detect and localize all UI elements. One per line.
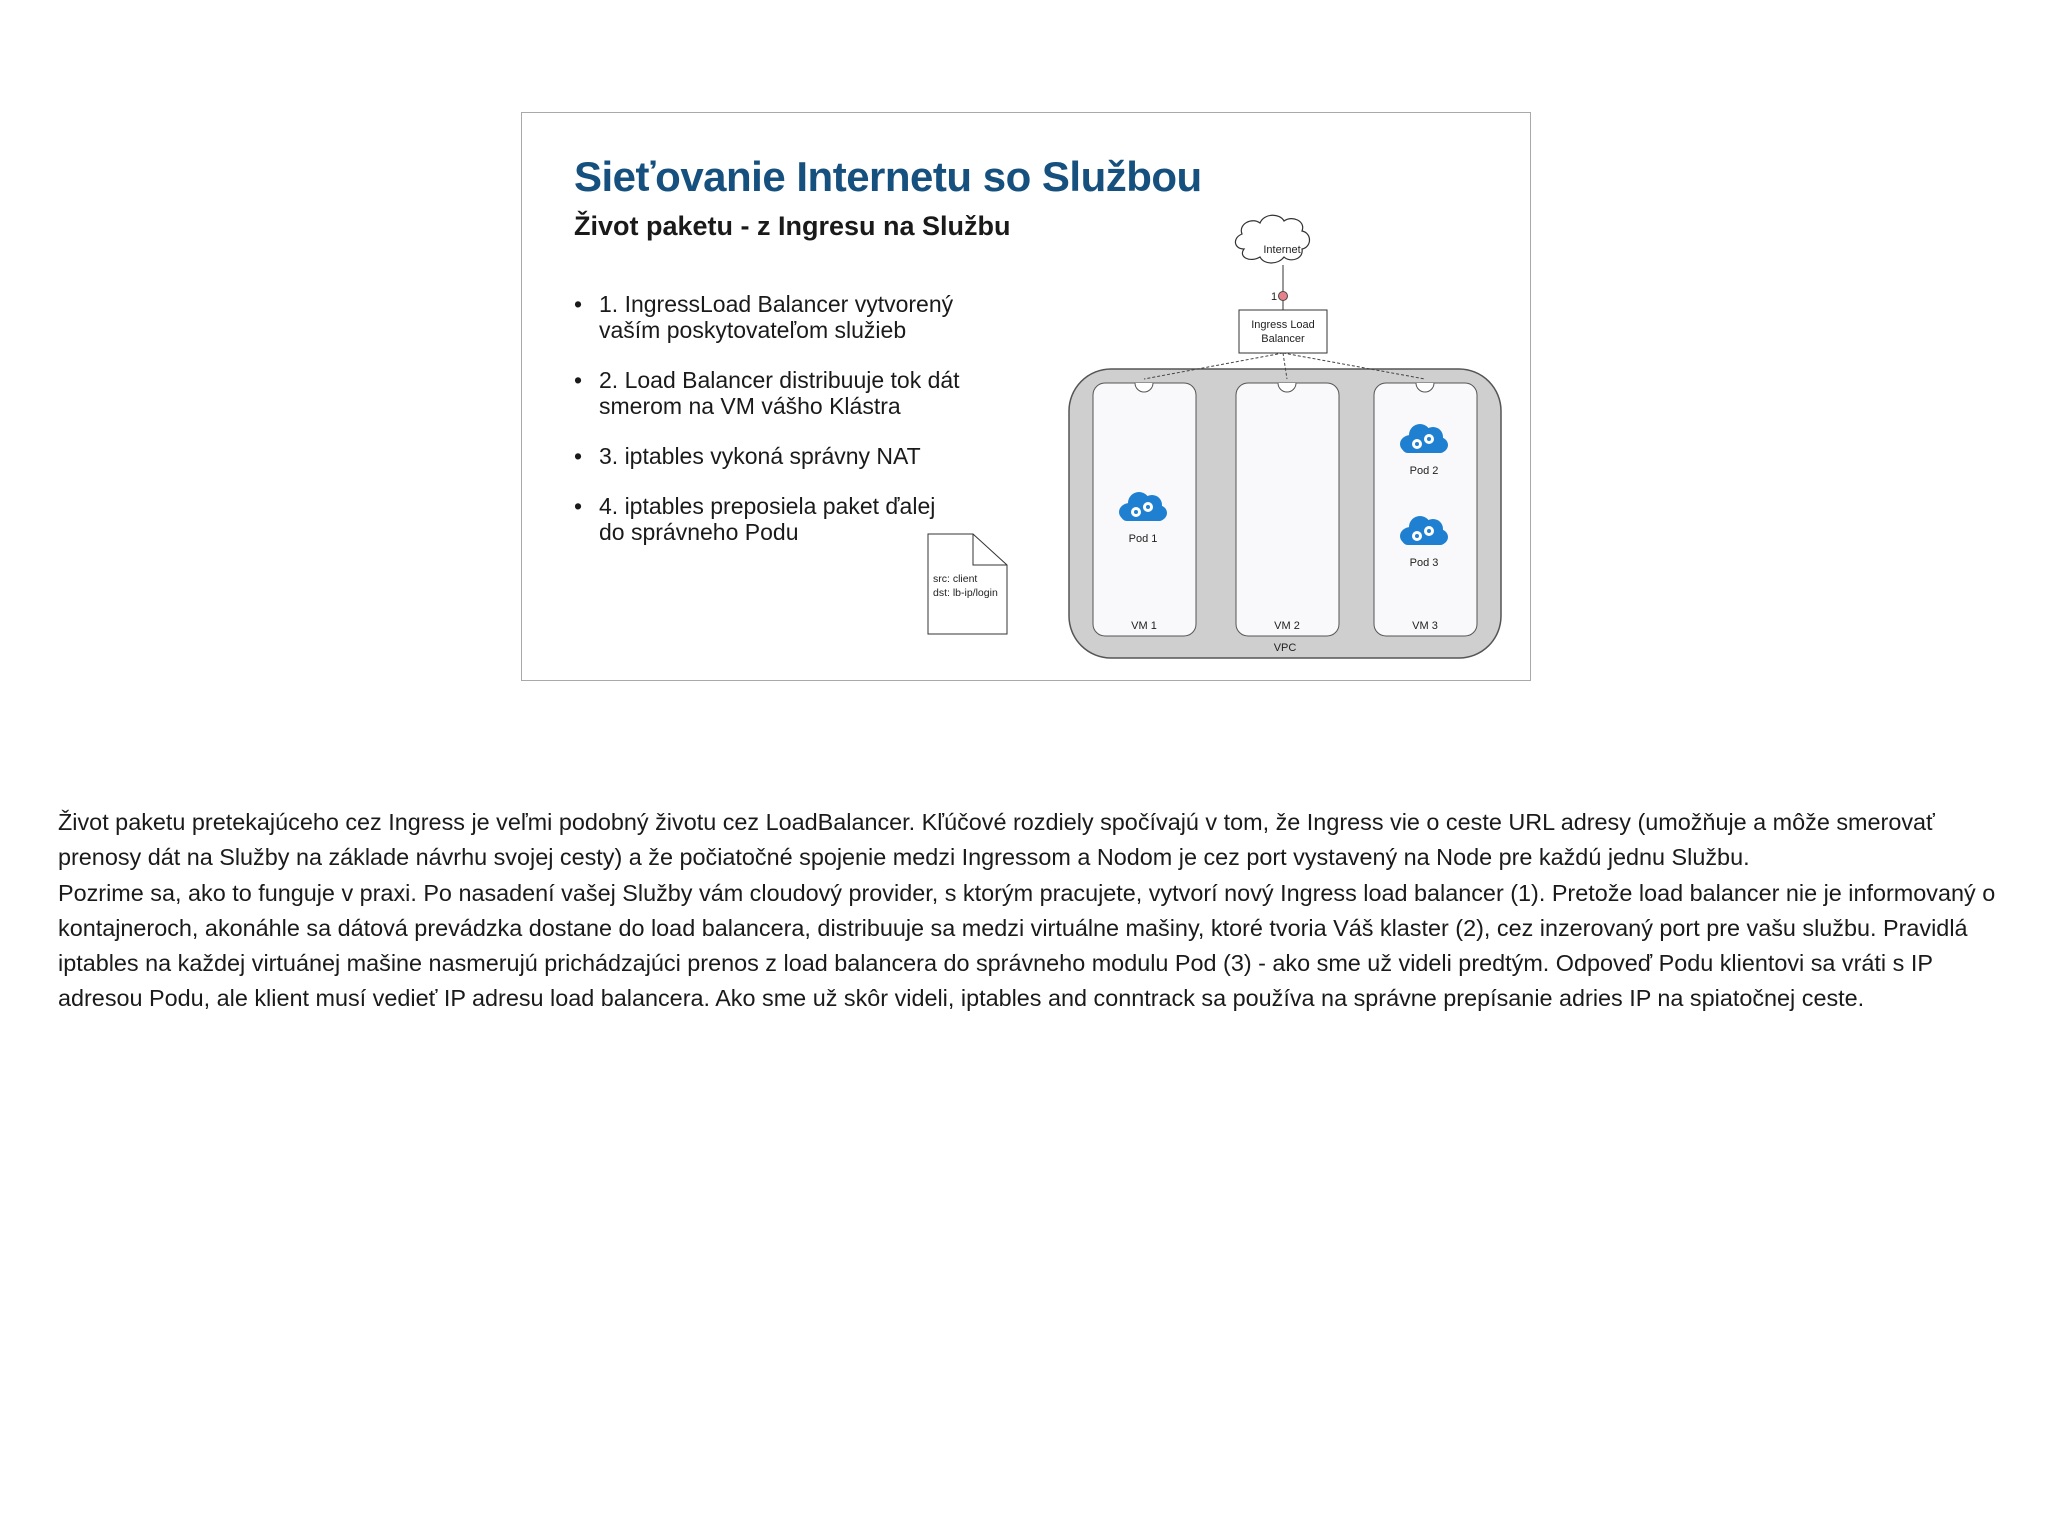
article-body	[58, 805, 2008, 1017]
vpc-label: VPC	[1273, 642, 1297, 654]
bullet-text: 4. iptables preposiela paket ďalej do správneho Podu	[599, 493, 936, 545]
bullet-text: 2. Load Balancer distribuuje tok dát smerom na VM vášho Klástra	[599, 367, 960, 419]
ingress-load-balancer-box	[1239, 310, 1327, 353]
bullet-item: • 4. iptables preposiela paket ďalej do správneho Podu	[574, 493, 936, 545]
bullet-item: • 3. iptables vykoná správny NAT	[574, 443, 921, 469]
step-number: 1	[1271, 291, 1278, 303]
bullet-item: • 1. IngressLoad Balancer vytvorený vaším poskytovateľom služieb	[574, 291, 954, 343]
bullet-text: 3. iptables vykoná správny NAT	[599, 443, 921, 469]
slide-image	[521, 112, 1531, 681]
step-marker-icon	[1279, 292, 1288, 301]
slide-title: Sieťovanie Internetu so Službou	[574, 153, 1202, 200]
body-paragraph-2: Pozrime sa, ako to funguje v praxi. Po nasadení vašej Služby vám cloudový provider, s ktorým pracujete, vytvorí nový Ingress load balancer (1). Pretože load balancer nie je informovaný o kontajneroch, akonáhle sa dátová prevádzka dostane do load balancera, distribuuje sa medzi virtuálne mašiny, ktoré tvoria Váš klaster (2), cez inzerovaný port pre vašu službu. Pravidlá iptables na každej virtuánej mašine nasmerujú prichádzajúci prenos z load balancera do správneho modulu Pod (3) - ako sme už videli predtým. Odpoveď Podu klientovi sa vráti s IP adresou Podu, ale klient musí vedieť IP adresu load balancera. Ako sme už skôr videli, iptables and conntrack sa používa na správne prepísanie adries IP na spiatočnej ceste.	[58, 879, 1996, 1012]
vm-2-label: VM 2	[1274, 620, 1300, 632]
pod-3-label: Pod 3	[1409, 557, 1439, 569]
internet-cloud-icon	[1235, 215, 1309, 263]
load-balancer-label-line1: Ingress Load	[1251, 319, 1315, 331]
load-balancer-label-line2: Balancer	[1261, 333, 1305, 345]
pod-1-label: Pod 1	[1128, 533, 1158, 545]
vm-2-box	[1236, 383, 1339, 636]
bullet-text: 1. IngressLoad Balancer vytvorený vaším poskytovateľom služieb	[599, 291, 954, 343]
network-diagram	[522, 113, 1532, 682]
vm-1-label: VM 1	[1131, 620, 1157, 632]
body-paragraph-1: Život paketu pretekajúceho cez Ingress je veľmi podobný životu cez LoadBalancer. Kľúčové rozdiely spočívajú v tom, že Ingress vie o ceste URL adresy (umožňuje a môže smerovať prenosy dát na Služby na základe návrhu svojej cesty) a že počiatočné spojenie medzi Ingressom a Nodom je cez port vystavený na Node pre každú jednu Službu.	[58, 809, 1935, 871]
vm-3-label: VM 3	[1412, 620, 1438, 632]
vm-3-box	[1374, 383, 1477, 636]
packet-src-text: src: client	[933, 573, 978, 585]
packet-dst-text: dst: lb-ip/login	[933, 587, 998, 599]
pod-2-label: Pod 2	[1409, 465, 1439, 477]
slide-subtitle: Život paketu - z Ingresu na Službu	[574, 211, 1011, 241]
bullet-item: • 2. Load Balancer distribuuje tok dát smerom na VM vášho Klástra	[574, 367, 960, 419]
internet-label: Internet	[1263, 244, 1301, 256]
